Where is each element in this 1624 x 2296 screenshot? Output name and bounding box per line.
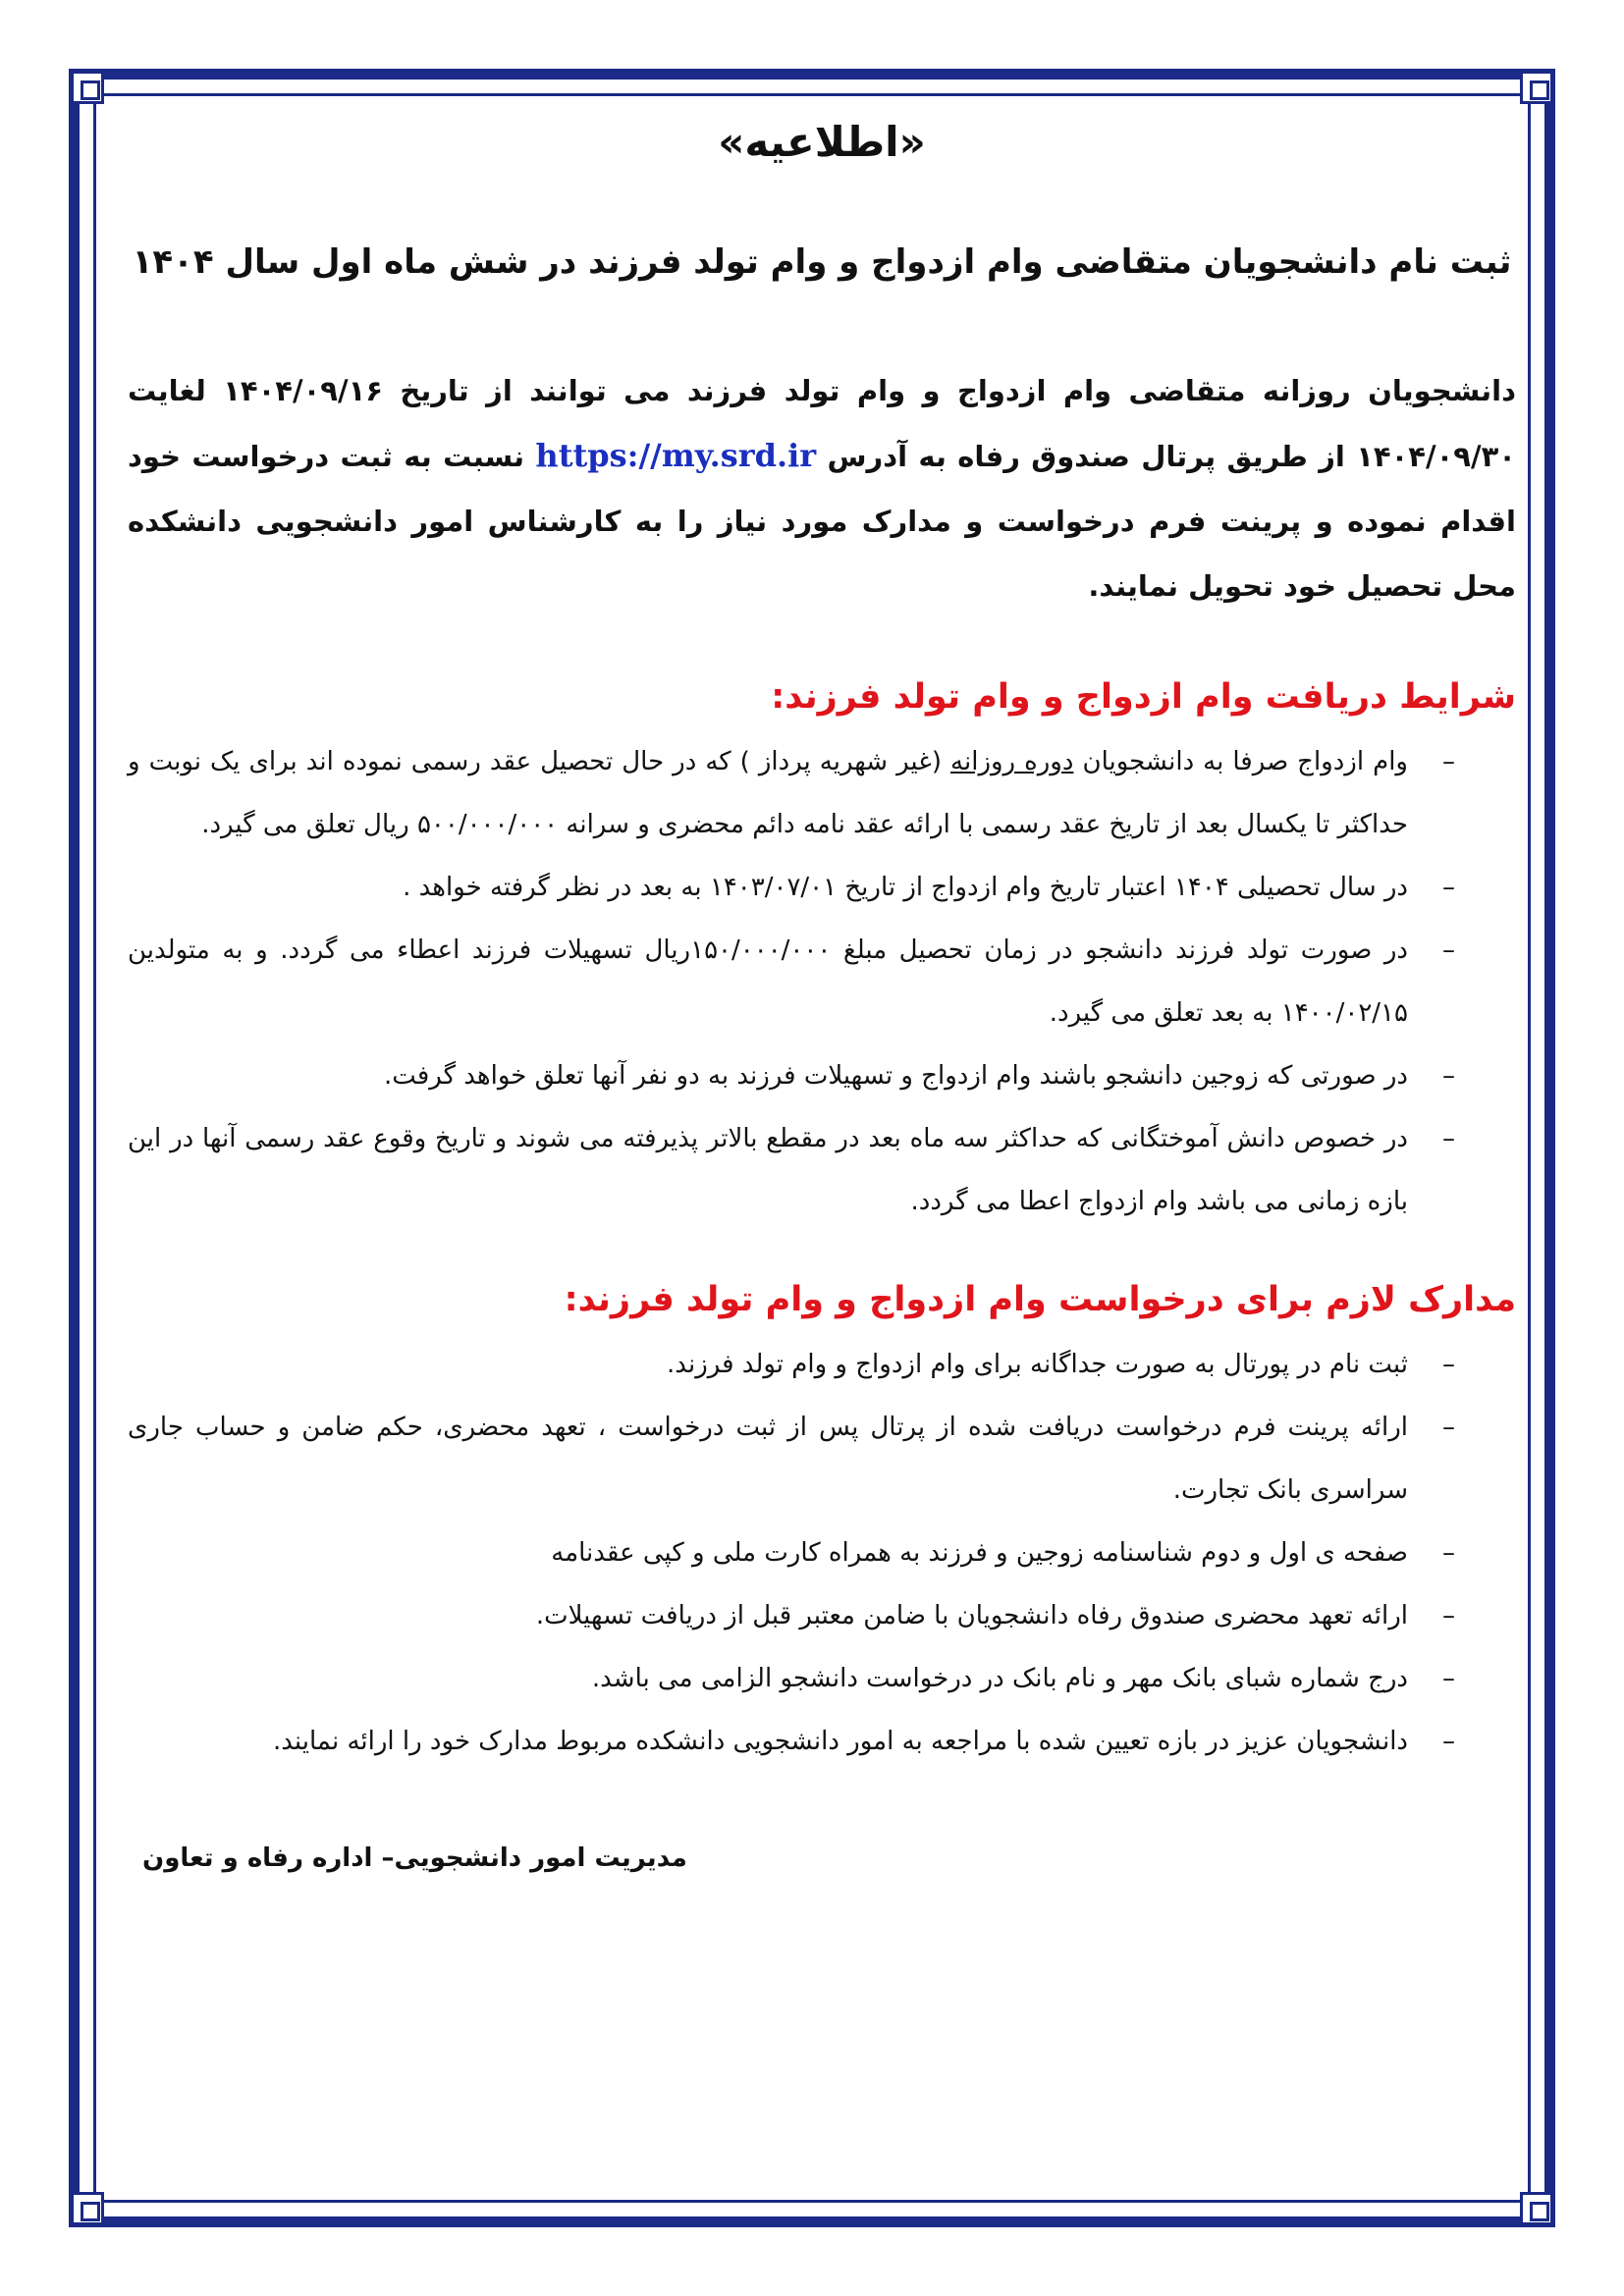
footer-signature: مدیریت امور دانشجویی– اداره رفاه و تعاون <box>142 1843 687 1873</box>
documents-list <box>128 1333 1516 1773</box>
portal-link[interactable]: https://my.srd.ir <box>535 437 817 474</box>
documents-heading: مدارک لازم برای درخواست وام ازدواج و وام تولد فرزند: <box>564 1280 1516 1319</box>
conditions-heading: شرایط دریافت وام ازدواج و وام تولد فرزند: <box>771 677 1516 717</box>
intro-text: نسبت به ثبت درخواست خود اقدام نموده و پرینت فرم درخواست و مدارک مورد نیاز را به کارشناس امور دانشجویی دانشکده محل تحصیل خود تحویل نمایند. <box>128 440 1516 603</box>
conditions-list <box>128 730 1516 1233</box>
corner-ornament <box>71 71 104 104</box>
corner-ornament <box>71 2192 104 2225</box>
list-item: – دانشجویان عزیز در بازه تعیین شده با مراجعه به امور دانشجویی دانشکده مربوط مدارک خود را ارائه نمایند. <box>128 1710 1516 1773</box>
list-item: – صفحه ی اول و دوم شناسنامه زوجین و فرزند به همراه کارت ملی و کپی عقدنامه <box>128 1522 1516 1584</box>
list-item: – در سال تحصیلی ۱۴۰۴ اعتبار تاریخ وام ازدواج از تاریخ ۱۴۰۳/۰۷/۰۱ به بعد در نظر گرفته خواهد . <box>128 856 1516 919</box>
list-item: – ارائه تعهد محضری صندوق رفاه دانشجویان با ضامن معتبر قبل از دریافت تسهیلات. <box>128 1584 1516 1647</box>
notice-body <box>128 108 1516 2071</box>
list-item: – در صورت تولد فرزند دانشجو در زمان تحصیل مبلغ ۱۵۰/۰۰۰/۰۰۰ریال تسهیلات فرزند اعطاء می گردد. و به متولدین ۱۴۰۰/۰۲/۱۵ به بعد تعلق می گیرد. <box>128 919 1516 1044</box>
list-item <box>128 730 1516 856</box>
corner-ornament <box>1520 71 1553 104</box>
notice-title: «اطلاعیه» <box>718 118 926 166</box>
list-item: – در خصوص دانش آموختگانی که حداکثر سه ماه بعد در مقطع بالاتر پذیرفته می شوند و تاریخ وقوع عقد رسمی آنها در این بازه زمانی می باشد وام ازدواج اعطا می گردد. <box>128 1107 1516 1233</box>
list-item: – ارائه پرینت فرم درخواست دریافت شده از پرتال پس از ثبت درخواست ، تعهد محضری، حکم ضامن و حساب جاری سراسری بانک تجارت. <box>128 1396 1516 1522</box>
list-item: – ثبت نام در پورتال به صورت جداگانه برای وام ازدواج و وام تولد فرزند. <box>128 1333 1516 1396</box>
list-item: – در صورتی که زوجین دانشجو باشند وام ازدواج و تسهیلات فرزند به دو نفر آنها تعلق خواهد گرفت. <box>128 1044 1516 1107</box>
corner-ornament <box>1520 2192 1553 2225</box>
item-text: وام ازدواج صرفا به دانشجویان <box>1073 747 1408 776</box>
intro-paragraph <box>128 358 1516 618</box>
intro-text: دانشجویان روزانه متقاضی وام ازدواج و وام تولد فرزند می توانند از تاریخ ۱۴۰۴/۰۹/۱۶ لغایت ۱۴۰۴/۰۹/۳۰ از طریق پرتال صندوق رفاه به آدرس <box>128 374 1516 473</box>
item-text: (غیر شهریه پرداز ) که در حال تحصیل عقد رسمی نموده اند برای یک نوبت و حداکثر تا یکسال بعد از تاریخ عقد رسمی با ارائه عقد نامه دائم محضری و سرانه ۵۰۰/۰۰۰/۰۰۰ ریال تعلق می گیرد. <box>128 747 1408 839</box>
underlined-text: دوره روزانه <box>950 747 1074 776</box>
notice-subtitle: ثبت نام دانشجویان متقاضی وام ازدواج و وام تولد فرزند در شش ماه اول سال ۱۴۰۴ <box>132 242 1512 282</box>
list-item: – درج شماره شبای بانک مهر و نام بانک در درخواست دانشجو الزامی می باشد. <box>128 1647 1516 1710</box>
